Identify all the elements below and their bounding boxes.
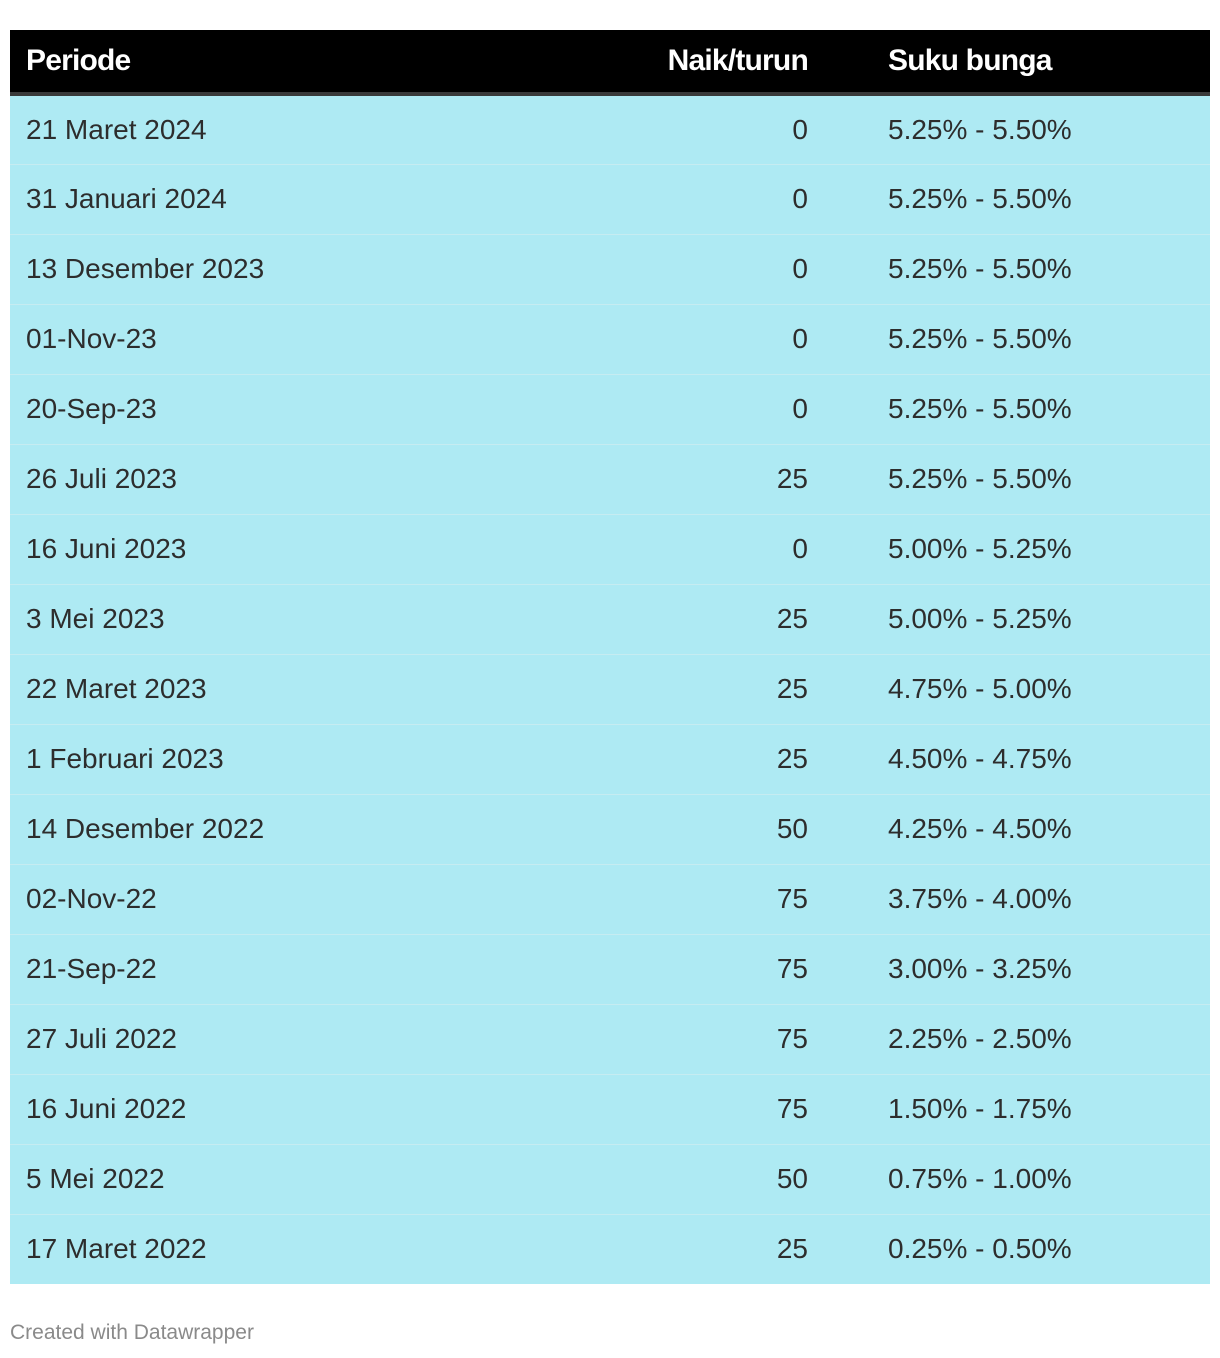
table-row: [10, 94, 1210, 164]
table-row: [10, 164, 1210, 234]
cell-suku-bunga: 3.00% - 3.25%: [824, 934, 1210, 1004]
cell-naik-turun: 0: [624, 514, 824, 584]
cell-suku-bunga: 0.25% - 0.50%: [888, 1233, 1072, 1265]
cell-naik-turun: 75: [624, 1074, 824, 1144]
cell-periode: 16 Juni 2023: [10, 514, 624, 584]
table-row: [10, 654, 1210, 724]
cell-periode: 26 Juli 2023: [10, 444, 624, 514]
table-row: [10, 1004, 1210, 1074]
cell-naik-turun: 25: [624, 654, 824, 724]
header-suku-bunga[interactable]: Suku bunga: [824, 30, 1210, 94]
cell-suku-bunga: 5.25% - 5.50%: [824, 304, 1210, 374]
table-row: [10, 584, 1210, 654]
cell-suku-bunga: 5.25% - 5.50%: [824, 374, 1210, 444]
cell-suku-bunga: 3.75% - 4.00%: [824, 864, 1210, 934]
cell-suku-bunga: 4.50% - 4.75%: [824, 724, 1210, 794]
cell-periode: 3 Mei 2023: [10, 584, 624, 654]
cell-naik-turun: 50: [624, 1144, 824, 1214]
cell-naik-turun: 0: [624, 374, 824, 444]
cell-suku-bunga: 5.00% - 5.25%: [824, 584, 1210, 654]
table-row: [10, 514, 1210, 584]
table-row: [10, 794, 1210, 864]
cell-naik-turun: 0: [624, 304, 824, 374]
cell-periode: 14 Desember 2022: [10, 794, 624, 864]
table-row: [10, 444, 1210, 514]
cell-periode: 21-Sep-22: [10, 934, 624, 1004]
cell-periode: 17 Maret 2022: [26, 1233, 207, 1265]
cell-periode: 5 Mei 2022: [10, 1144, 624, 1214]
cell-naik-turun: 0: [624, 164, 824, 234]
cell-suku-bunga: 5.00% - 5.25%: [824, 514, 1210, 584]
cell-naik-turun: 75: [624, 1004, 824, 1074]
cell-naik-turun: 25: [776, 1233, 808, 1265]
table-row: [10, 1144, 1210, 1214]
cell-periode: 01-Nov-23: [10, 304, 624, 374]
cell-periode: 20-Sep-23: [10, 374, 624, 444]
cell-periode: 02-Nov-22: [10, 864, 624, 934]
cell-naik-turun: 25: [624, 724, 824, 794]
cell-suku-bunga: 0.75% - 1.00%: [824, 1144, 1210, 1214]
cell-suku-bunga: 2.25% - 2.50%: [824, 1004, 1210, 1074]
cell-periode: 16 Juni 2022: [10, 1074, 624, 1144]
cell-periode: 31 Januari 2024: [10, 164, 624, 234]
cell-naik-turun: 25: [624, 584, 824, 654]
datawrapper-credit[interactable]: Created with Datawrapper: [10, 1321, 254, 1344]
cell-naik-turun: 50: [624, 794, 824, 864]
cell-naik-turun: 0: [624, 94, 824, 164]
rate-table: [10, 30, 1210, 1284]
table-row: [10, 374, 1210, 444]
cell-suku-bunga: 1.50% - 1.75%: [824, 1074, 1210, 1144]
cell-periode: 27 Juli 2022: [10, 1004, 624, 1074]
table-header-row: [10, 30, 1210, 94]
table-row: [10, 1074, 1210, 1144]
table-row: [10, 304, 1210, 374]
cell-suku-bunga: 5.25% - 5.50%: [824, 234, 1210, 304]
cell-suku-bunga: 5.25% - 5.50%: [824, 164, 1210, 234]
cell-periode: 13 Desember 2023: [10, 234, 624, 304]
table-row: [10, 934, 1210, 1004]
cell-suku-bunga: 4.75% - 5.00%: [824, 654, 1210, 724]
header-naik-turun[interactable]: Naik/turun: [624, 30, 824, 94]
header-periode[interactable]: Periode: [10, 30, 624, 94]
cell-naik-turun: 25: [624, 444, 824, 514]
cell-suku-bunga: 5.25% - 5.50%: [824, 94, 1210, 164]
table-row: [10, 864, 1210, 934]
cell-suku-bunga: 5.25% - 5.50%: [824, 444, 1210, 514]
table-row: [10, 724, 1210, 794]
cell-suku-bunga: 4.25% - 4.50%: [824, 794, 1210, 864]
cell-periode: 21 Maret 2024: [10, 94, 624, 164]
table-body: [10, 94, 1210, 1284]
cell-naik-turun: 75: [624, 864, 824, 934]
cell-periode: 22 Maret 2023: [10, 654, 624, 724]
cell-periode: 1 Februari 2023: [10, 724, 624, 794]
rate-table-container: [10, 30, 1210, 1284]
table-row: [10, 234, 1210, 304]
cell-naik-turun: 75: [624, 934, 824, 1004]
cell-naik-turun: 0: [624, 234, 824, 304]
table-row: [10, 1214, 1210, 1284]
